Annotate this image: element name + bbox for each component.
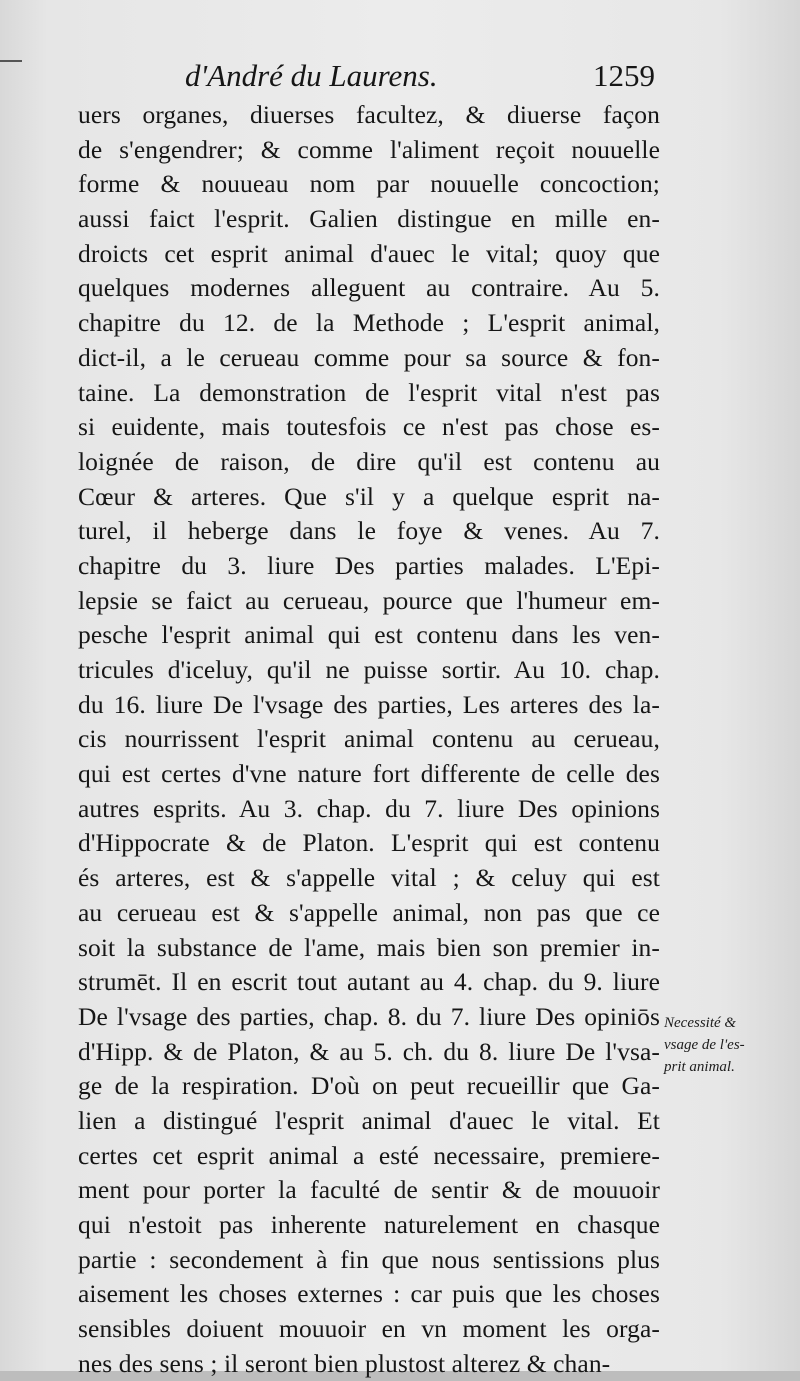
text-line: certes cet esprit animal a esté necessaire, premiere- — [78, 1140, 660, 1170]
margin-note-line: Necessité & — [664, 1015, 737, 1031]
text-line: lepsie se faict au cerueau, pource que l'humeur em- — [78, 585, 660, 615]
text-line: qui est certes d'vne nature fort differente de celle des — [78, 759, 660, 789]
text-line: strumēt. Il en escrit tout autant au 4. chap. du 9. liure — [78, 967, 660, 997]
text-line: qui n'estoit pas inherente naturelement en chasque — [78, 1210, 660, 1239]
text-line: de s'engendrer; & comme l'aliment reçoit nouuelle — [78, 134, 660, 164]
text-line: pesche l'esprit animal qui est contenu dans les ven- — [78, 620, 660, 650]
text-line: ment pour porter la faculté de sentir & de mouuoir — [78, 1175, 660, 1205]
text-line: tricules d'iceluy, qu'il ne puisse sortir. Au 10. chap. — [78, 655, 660, 684]
text-line: quelques modernes alleguent au contraire. Au 5. — [78, 273, 660, 303]
text-line: d'Hippocrate & de Platon. L'esprit qui est contenu — [78, 828, 660, 858]
text-line: cis nourrissent l'esprit animal contenu au cerueau, — [78, 724, 660, 754]
text-line: sensibles doiuent mouuoir en vn moment les orga- — [78, 1314, 660, 1344]
text-line: lien a distingué l'esprit animal d'auec le vital. Et — [78, 1105, 660, 1135]
text-line: Cœur & arteres. Que s'il y a quelque esprit na- — [78, 481, 660, 511]
margin-note — [664, 1012, 798, 1078]
text-line: au cerueau est & s'appelle animal, non pas que ce — [78, 897, 660, 927]
text-line: nes des sens ; il seront bien plustost alterez & chan- — [78, 1348, 611, 1378]
page-header — [185, 56, 655, 96]
text-line: chapitre du 3. liure Des parties malades. L'Epi- — [78, 550, 660, 580]
page-number: 1259 — [593, 58, 655, 93]
text-line: dict-il, a le cerueau comme pour sa source & fon- — [78, 342, 660, 372]
text-line: droicts cet esprit animal d'auec le vital; quoy que — [78, 238, 660, 268]
text-line: turel, il heberge dans le foye & venes. Au 7. — [78, 516, 660, 546]
text-line: és arteres, est & s'appelle vital ; & celuy qui est — [78, 863, 660, 893]
page-edge-mark — [0, 60, 22, 62]
text-line: chapitre du 12. de la Methode ; L'esprit animal, — [78, 308, 660, 338]
text-line: De l'vsage des parties, chap. 8. du 7. liure Des opiniōs — [78, 1001, 660, 1031]
text-line: uers organes, diuerses facultez, & diuerse façon — [78, 100, 660, 129]
text-line: si euidente, mais toutesfois ce n'est pas chose es- — [78, 412, 660, 442]
text-line: autres esprits. Au 3. chap. du 7. liure Des opinions — [78, 793, 660, 823]
text-line: taine. La demonstration de l'esprit vital n'est pas — [78, 377, 660, 407]
body-text — [78, 98, 660, 1381]
text-line: aussi faict l'esprit. Galien distingue en mille en- — [78, 204, 660, 234]
margin-note-line: vsage de l'es- — [664, 1037, 745, 1053]
text-line: d'Hipp. & de Platon, & au 5. ch. du 8. liure De l'vsa- — [78, 1036, 660, 1066]
text-line: forme & nouueau nom par nouuelle concoction; — [78, 169, 660, 199]
margin-note-line: prit animal. — [664, 1059, 735, 1075]
running-title: d'André du Laurens. — [185, 58, 438, 93]
text-line: soit la substance de l'ame, mais bien son premier in- — [78, 932, 660, 962]
text-line: aisement les choses externes : car puis que les choses — [78, 1279, 660, 1309]
text-line: partie : secondement à fin que nous sentissions plus — [78, 1244, 660, 1274]
text-line: ge de la respiration. D'où on peut recueillir que Ga- — [78, 1071, 660, 1101]
text-line: du 16. liure De l'vsage des parties, Les arteres des la- — [78, 689, 660, 719]
text-line: loignée de raison, de dire qu'il est contenu au — [78, 446, 660, 476]
